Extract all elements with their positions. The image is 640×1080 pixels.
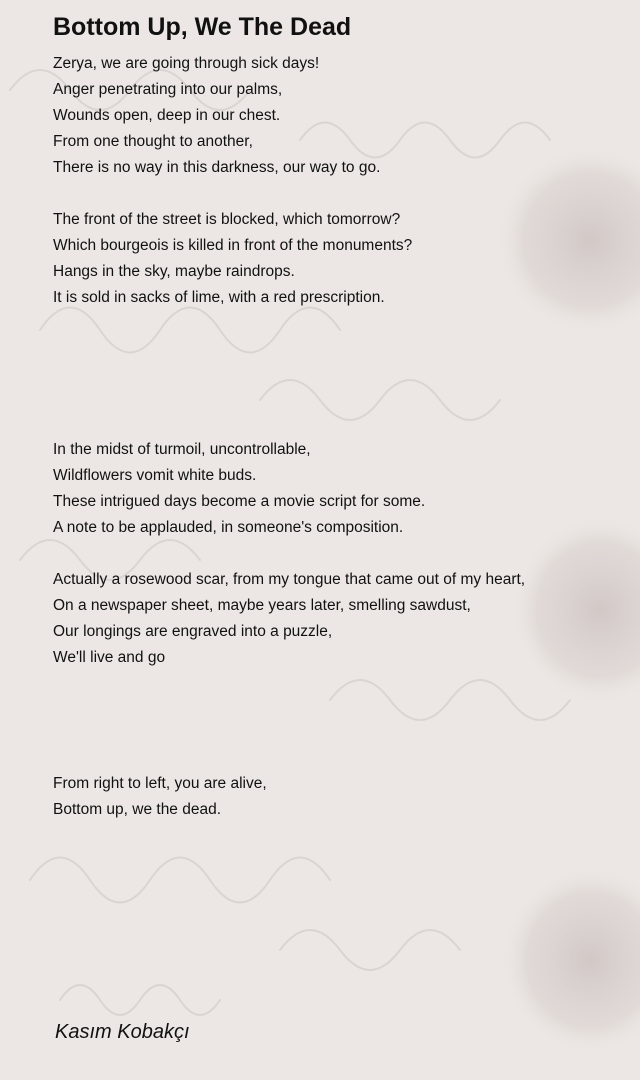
poem-line: These intrigued days become a movie script for some. [53,493,426,510]
poem-line: In the midst of turmoil, uncontrollable, [53,441,311,458]
poem-line: Bottom up, we the dead. [53,801,222,818]
poem-line: Anger penetrating into our palms, [53,81,283,98]
poem-line: Which bourgeois is killed in front of the monuments? [53,237,413,254]
poem-line: We'll live and go [53,649,166,666]
poem-line: There is no way in this darkness, our way to go. [53,159,381,176]
poem-line: Hangs in the sky, maybe raindrops. [53,263,295,280]
poem-author: Kasım Kobakçı [55,1021,190,1043]
stanza-4 [53,567,525,671]
stanza-3 [53,437,425,541]
poem-line: The front of the street is blocked, which tomorrow? [53,211,401,228]
poem-line: From one thought to another, [53,133,253,150]
poem-line: It is sold in sacks of lime, with a red prescription. [53,289,385,306]
stanza-2 [53,207,412,311]
stanza-5 [53,771,267,823]
stanza-1 [53,51,380,181]
poem-title: Bottom Up, We The Dead [53,13,352,41]
poem-line: Our longings are engraved into a puzzle, [53,623,333,640]
poem-line: Actually a rosewood scar, from my tongue that came out of my heart, [53,571,526,588]
poem-line: From right to left, you are alive, [53,775,267,792]
poem-line: A note to be applauded, in someone's composition. [53,519,404,536]
poem-line: Wounds open, deep in our chest. [53,107,281,124]
poem-line: Zerya, we are going through sick days! [53,55,320,72]
poem-line: Wildflowers vomit white buds. [53,467,257,484]
poem-line: On a newspaper sheet, maybe years later, smelling sawdust, [53,597,471,614]
